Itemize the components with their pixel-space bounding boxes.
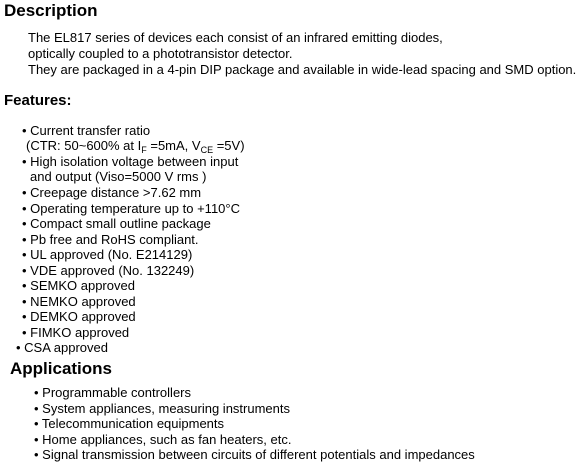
description-line-2: optically coupled to a phototransistor detector. (28, 46, 293, 61)
application-item: • Telecommunication equipments (34, 416, 225, 431)
feature-item: • Creepage distance >7.62 mm (22, 185, 202, 200)
description-heading: Description (4, 1, 98, 20)
ctr-text-part-2: =5mA, V (146, 138, 201, 153)
feature-item: • Operating temperature up to +110°C (22, 200, 240, 216)
ctr-text-part-1: (CTR: 50~600% at I (26, 138, 142, 153)
feature-item-csa: • CSA approved (16, 340, 108, 355)
feature-item: • UL approved (No. E214129) (22, 247, 193, 262)
feature-isolation-detail: and output (Viso=5000 V rms ) (30, 169, 207, 184)
ctr-text-part-3: =5V) (213, 138, 245, 153)
applications-heading: Applications (10, 359, 113, 378)
feature-item: • NEMKO approved (22, 293, 136, 309)
feature-isolation-title: • High isolation voltage between input (22, 154, 239, 169)
application-item: • Programmable controllers (34, 385, 191, 400)
feature-item: • Pb free and RoHS compliant. (22, 231, 199, 247)
description-line-3: They are packaged in a 4-pin DIP package and available in wide-lead spacing and SMD option. (28, 62, 577, 77)
feature-ctr-detail (26, 138, 245, 154)
features-heading: Features: (4, 92, 72, 109)
application-item: • Home appliances, such as fan heaters, etc. (34, 431, 292, 447)
feature-item: • SEMKO approved (22, 278, 135, 293)
description-line-1: The EL817 series of devices each consist of an infrared emitting diodes, (28, 30, 443, 45)
feature-item: • DEMKO approved (22, 309, 136, 324)
ctr-sub-ce: CE (200, 145, 214, 155)
feature-item: • FIMKO approved (22, 324, 130, 340)
feature-ctr-title: • Current transfer ratio (22, 123, 151, 138)
feature-item: • VDE approved (No. 132249) (22, 262, 195, 278)
feature-item: • Compact small outline package (22, 216, 211, 231)
ctr-sub-f: F (141, 145, 147, 155)
application-item: • System appliances, measuring instruments (34, 400, 290, 416)
application-item: • Signal transmission between circuits of different potentials and impedances (34, 447, 475, 462)
